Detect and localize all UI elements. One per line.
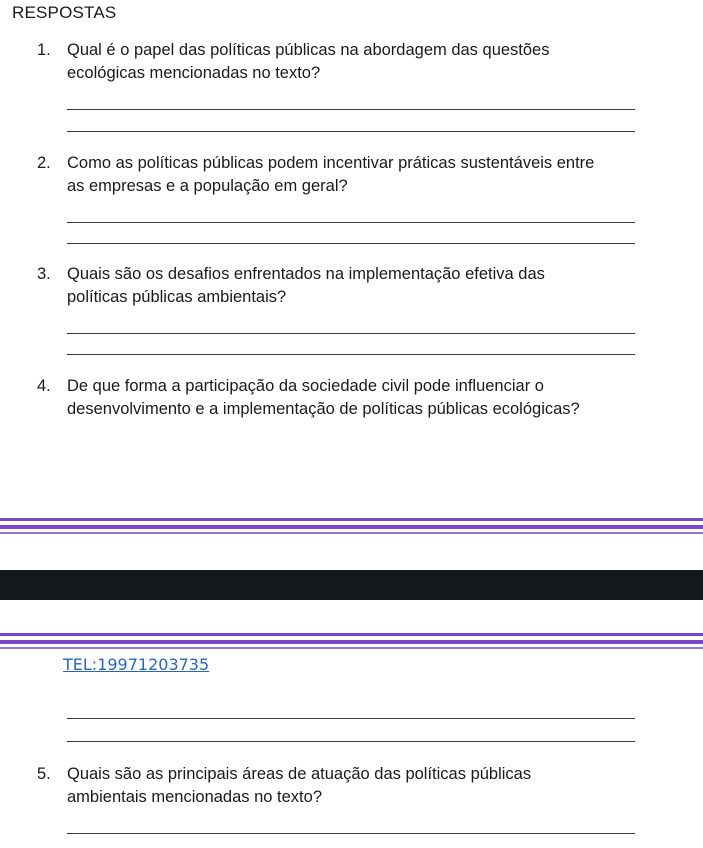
question-number: 5.: [37, 765, 51, 783]
question-3: [37, 263, 677, 313]
question-line: Quais são os desafios enfrentados na implementação efetiva das: [67, 265, 545, 283]
question-line: Qual é o papel das políticas públicas na abordagem das questões: [67, 41, 550, 59]
question-number: 1.: [37, 41, 51, 59]
answer-line[interactable]: [67, 833, 635, 834]
answer-line[interactable]: [67, 109, 635, 110]
question-line: Como as políticas públicas podem incentivar práticas sustentáveis entre: [67, 154, 595, 172]
answer-line[interactable]: [67, 222, 635, 223]
answer-line[interactable]: [67, 131, 635, 132]
question-number: 3.: [37, 265, 51, 283]
purple-divider: [0, 633, 703, 636]
answer-line[interactable]: [67, 333, 635, 334]
purple-divider: [0, 647, 703, 649]
question-line: ambientais mencionadas no texto?: [67, 788, 322, 806]
page-heading: RESPOSTAS: [12, 3, 117, 22]
question-1: [37, 39, 677, 89]
question-line: ecológicas mencionadas no texto?: [67, 64, 321, 82]
answer-line[interactable]: [67, 741, 635, 742]
answer-line[interactable]: [67, 354, 635, 355]
purple-divider: [0, 640, 703, 644]
purple-divider: [0, 518, 703, 521]
question-line: desenvolvimento e a implementação de políticas públicas ecológicas?: [67, 400, 580, 418]
question-4: [37, 375, 697, 425]
answer-line[interactable]: [67, 243, 635, 244]
question-line: De que forma a participação da sociedade civil pode influenciar o: [67, 377, 544, 395]
question-line: Quais são as principais áreas de atuação das políticas públicas: [67, 765, 532, 783]
question-line: políticas públicas ambientais?: [67, 288, 287, 306]
answer-line[interactable]: [67, 718, 635, 719]
question-number: 4.: [37, 377, 51, 395]
purple-divider: [0, 525, 703, 529]
tel-link[interactable]: TEL:19971203735: [63, 655, 210, 674]
question-2: [37, 152, 677, 202]
purple-divider: [0, 532, 703, 534]
question-number: 2.: [37, 154, 51, 172]
question-5: [37, 763, 677, 813]
question-line: as empresas e a população em geral?: [67, 177, 348, 195]
dark-bar: [0, 570, 703, 600]
